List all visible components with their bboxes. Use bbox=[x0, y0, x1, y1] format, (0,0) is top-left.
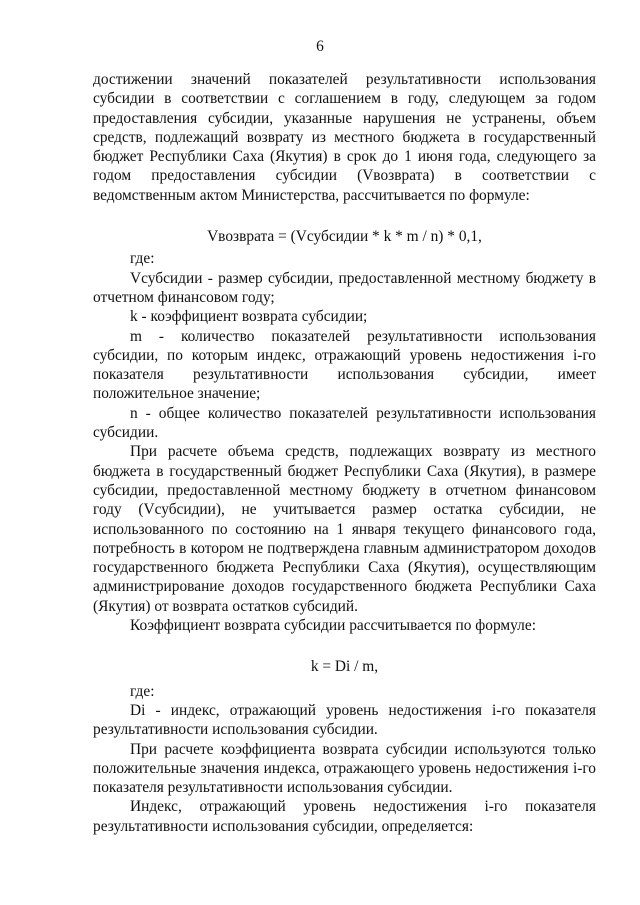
definition-di: Di - индекс, отражающий уровень недостижения i-го показателя результативности использования субсидии. bbox=[93, 701, 596, 739]
paragraph-coefficient-intro: Коэффициент возврата субсидии рассчитывается по формуле: bbox=[130, 617, 536, 635]
formula-coefficient: k = Di / m, bbox=[310, 658, 379, 676]
definition-n: n - общее количество показателей результативности использования субсидии. bbox=[93, 404, 596, 442]
formula-return-volume: Vвозврата = (Vсубсидии * k * m / n) * 0,1, bbox=[207, 228, 482, 246]
page-number: 6 bbox=[316, 38, 324, 55]
definition-m: m - количество показателей результативности использования субсидии, по которым индекс, отражающий уровень недостижения i-го показателя результативности использования субсидии, имеет положительное значение; bbox=[93, 327, 596, 403]
paragraph-positive-values: При расчете коэффициента возврата субсидии используются только положительные значения индекса, отражающего уровень недостижения i-го показателя результативности использования субсидии. bbox=[93, 740, 596, 797]
paragraph-calculation-note: При расчете объема средств, подлежащих возврату из местного бюджета в государственный бюджет Республики Саха (Якутия), в размере субсидии, предоставленной местному бюджету в отчетном финансовом году (Vсубсидии), не учитывается размер остатка субсидии, не использованного по состоянию на 1 января текущего финансового года, потребность в котором не подтверждена главным администратором доходов государственного бюджета Республики Саха (Якутия), осуществляющим администрирование доходов государственного бюджета Республики Саха (Якутия) от возврата остатков субсидий. bbox=[93, 443, 596, 615]
definition-vsubsidy: Vсубсидии - размер субсидии, предоставленной местному бюджету в отчетном финансовом году; bbox=[93, 269, 596, 306]
where-label-2: где: bbox=[130, 682, 155, 700]
paragraph-continuation: достижении значений показателей результативности использования субсидии в соответствии с соглашением в году, следующем за годом предоставления субсидии, указанные нарушения не устранены, объем средств, подлежащий возврату из местного бюджета в государственный бюджет Республики Саха (Якутия) в срок до 1 июня года, следующего за годом предоставления субсидии (Vвозврата) в соответствии с ведомственным актом Министерства, рассчитывается по формуле: bbox=[93, 71, 596, 204]
document-body bbox=[93, 70, 596, 836]
where-label: где: bbox=[130, 250, 155, 268]
definition-k: k - коэффициент возврата субсидии; bbox=[130, 308, 368, 326]
paragraph-index-definition: Индекс, отражающий уровень недостижения i-го показателя результативности использования субсидии, определяется: bbox=[93, 798, 596, 835]
